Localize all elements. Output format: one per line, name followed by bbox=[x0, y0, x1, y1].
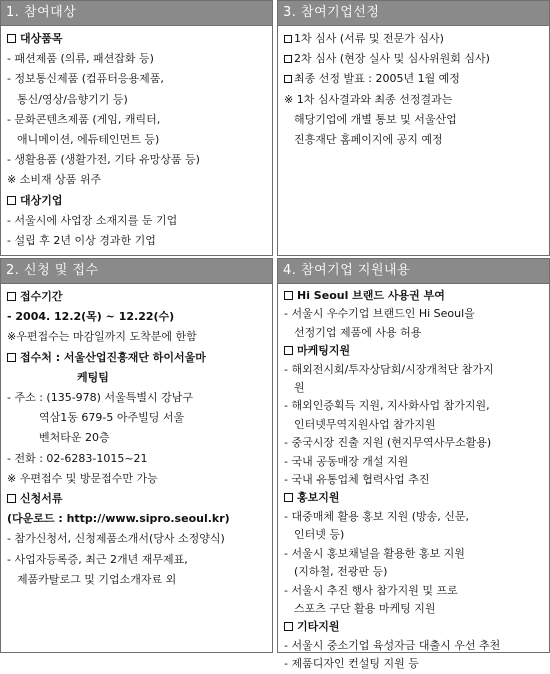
section-heading: 신청서류 bbox=[7, 489, 267, 509]
list-item: - 서울시 우수기업 브랜드인 Hi Seoul을 bbox=[284, 307, 475, 321]
note: ※ 우편접수 및 방문접수만 가능 bbox=[7, 471, 158, 485]
list-item: - 서울시 추진 행사 참가지원 및 프로 bbox=[284, 583, 458, 597]
list-item: - 해외전시회/투자상담회/시장개척단 참가지 bbox=[284, 362, 494, 376]
panel-header: 1. 참여대상 bbox=[1, 1, 272, 26]
checkbox-icon bbox=[284, 35, 292, 43]
panel-support bbox=[277, 258, 550, 671]
section-heading: 대상품목 bbox=[7, 29, 267, 49]
checkbox-icon bbox=[284, 55, 292, 63]
checkbox-icon bbox=[7, 494, 16, 503]
section-heading: 접수기간 bbox=[7, 287, 267, 307]
list-item: 인터넷 등) bbox=[294, 528, 345, 542]
list-item: - 해외인증획득 지원, 지사화사업 참가지원, bbox=[284, 399, 490, 413]
list-item: - 생활용품 (생활가전, 기타 유망상품 등) bbox=[7, 153, 200, 167]
checkbox-icon bbox=[7, 196, 16, 205]
list-item: - 참가신청서, 신청제품소개서(당사 소정양식) bbox=[7, 532, 225, 546]
panel-company-selection bbox=[277, 0, 550, 256]
list-item: 선정기업 제품에 사용 허용 bbox=[294, 325, 422, 339]
panel-participation-target bbox=[0, 0, 273, 256]
section-heading: 대상기업 bbox=[7, 191, 267, 211]
list-item: - 설립 후 2년 이상 경과한 기업 bbox=[7, 234, 156, 248]
list-item: - 서울시 중소기업 육성자금 대출시 우선 추천 bbox=[284, 638, 501, 652]
address: 역삼1동 679-5 아주빌딩 서울 bbox=[39, 411, 185, 425]
note: ※ 1차 심사결과와 최종 선정결과는 bbox=[284, 92, 453, 106]
list-item: - 서울시 홍보채널을 활용한 홍보 지원 bbox=[284, 546, 465, 560]
panel-header: 3. 참여기업선정 bbox=[278, 1, 549, 26]
checkbox-icon bbox=[284, 75, 292, 83]
checkbox-icon bbox=[7, 292, 16, 301]
list-item: 1차 심사 (서류 및 전문가 심사) bbox=[284, 29, 544, 49]
panel-header: 2. 신청 및 접수 bbox=[1, 259, 272, 284]
address: - 주소 : (135-978) 서울특별시 강남구 bbox=[7, 391, 193, 405]
list-item: 제품카탈로그 및 기업소개자료 외 bbox=[17, 572, 177, 586]
section-heading-cont: 케팅팀 bbox=[77, 370, 109, 384]
note: 해당기업에 개별 통보 및 서울산업 bbox=[294, 112, 457, 126]
list-item: 인터넷무역지원사업 참가지원 bbox=[294, 417, 436, 431]
note: ※우편접수는 마감일까지 도착분에 한함 bbox=[7, 330, 197, 344]
list-item: - 문화콘텐츠제품 (게임, 캐릭터, bbox=[7, 112, 161, 126]
section-heading: Hi Seoul 브랜드 사용권 부여 bbox=[284, 287, 544, 305]
list-item: - 사업자등록증, 최근 2개년 재무제표, bbox=[7, 552, 188, 566]
list-item: - 중국시장 진출 지원 (현지무역사무소활용) bbox=[284, 436, 492, 450]
list-item: - 정보통신제품 (컴퓨터응용제품, bbox=[7, 72, 164, 86]
section-heading: 접수처 : 서울산업진흥재단 하이서울마 bbox=[7, 348, 267, 368]
list-item: 최종 선정 발표 : 2005년 1월 예정 bbox=[284, 69, 544, 89]
list-item: - 국내 공동매장 개설 지원 bbox=[284, 454, 409, 468]
list-item: 통신/영상/음향기기 등) bbox=[17, 92, 128, 106]
note: ※ 소비재 상품 위주 bbox=[7, 173, 102, 187]
panel-application bbox=[0, 258, 273, 653]
list-item: 원 bbox=[294, 381, 305, 395]
list-item: 애니메이션, 에듀테인먼트 등) bbox=[17, 133, 160, 147]
list-item: - 국내 유통업체 협력사업 추진 bbox=[284, 473, 430, 487]
checkbox-icon bbox=[284, 291, 293, 300]
section-heading: 홍보지원 bbox=[284, 489, 544, 507]
list-item: - 서울시에 사업장 소재지를 둔 기업 bbox=[7, 213, 178, 227]
list-item: 2차 심사 (현장 실사 및 심사위원회 심사) bbox=[284, 49, 544, 69]
download-link[interactable]: (다운로드 : http://www.sipro.seoul.kr) bbox=[7, 512, 230, 526]
phone: - 전화 : 02-6283-1015~21 bbox=[7, 451, 148, 465]
list-item: (지하철, 전광판 등) bbox=[294, 565, 388, 579]
panel-header: 4. 참여기업 지원내용 bbox=[278, 259, 549, 284]
checkbox-icon bbox=[284, 493, 293, 502]
note: 진흥재단 홈페이지에 공지 예정 bbox=[294, 133, 443, 147]
date-range: - 2004. 12.2(목) ~ 12.22(수) bbox=[7, 310, 175, 324]
checkbox-icon bbox=[284, 622, 293, 631]
checkbox-icon bbox=[7, 353, 16, 362]
list-item: - 대중매체 활용 홍보 지원 (방송, 신문, bbox=[284, 509, 469, 523]
address: 벤처타운 20층 bbox=[39, 431, 110, 445]
checkbox-icon bbox=[284, 346, 293, 355]
section-heading: 기타지원 bbox=[284, 618, 544, 636]
list-item: 스포츠 구단 활용 마케팅 지원 bbox=[294, 601, 436, 615]
list-item: - 패션제품 (의류, 패션잡화 등) bbox=[7, 52, 154, 66]
section-heading: 마케팅지원 bbox=[284, 342, 544, 360]
checkbox-icon bbox=[7, 34, 16, 43]
list-item: - 제품디자인 컨설팅 지원 등 bbox=[284, 657, 419, 671]
